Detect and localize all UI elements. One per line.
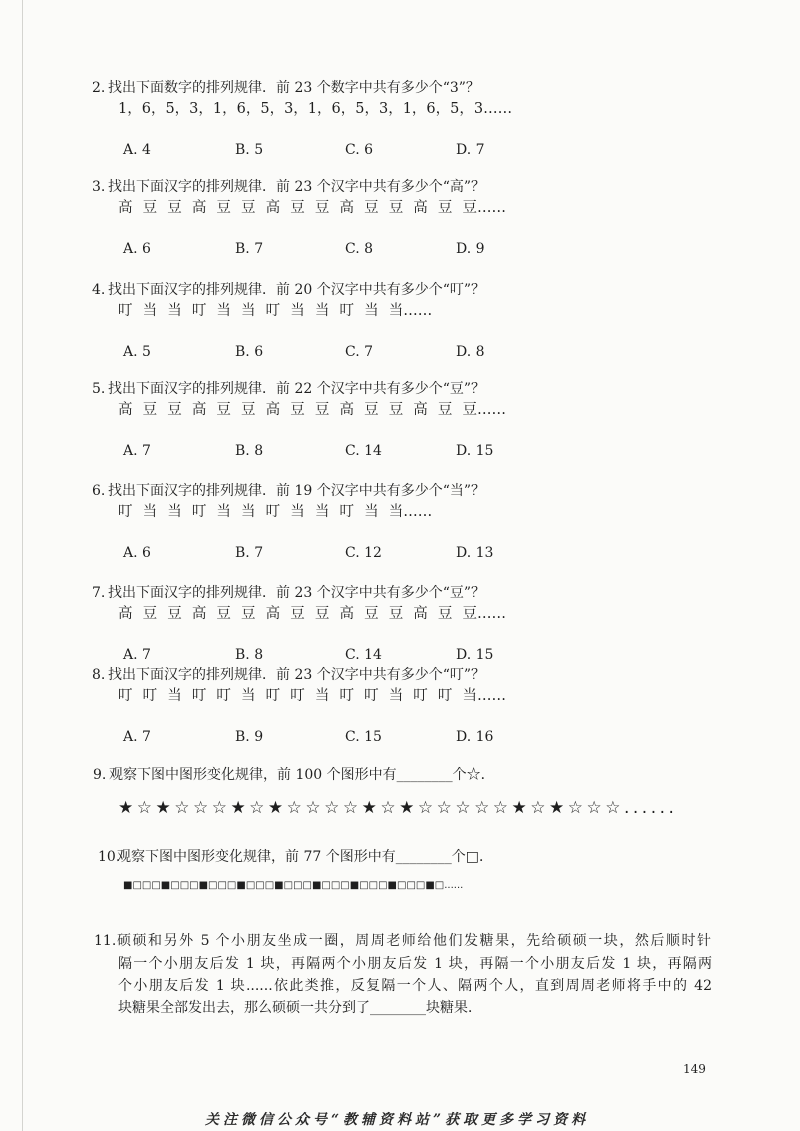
option-b: B. 8 — [235, 647, 264, 663]
question-text: 找出下面数字的排列规律．前 23 个数字中共有多少个“3”？ — [108, 80, 480, 96]
question-2 — [92, 78, 732, 162]
option-d: D. 13 — [456, 545, 494, 561]
pattern-sequence: 1，6，5，3，1，6，5，3，1，6，5，3，1，6，5，3…… — [118, 101, 513, 117]
question-number: 2. — [92, 80, 106, 96]
page-number: 149 — [683, 1062, 706, 1076]
pattern-sequence: 高 豆 豆 高 豆 豆 高 豆 豆 高 豆 豆 高 豆 豆…… — [118, 402, 507, 418]
question-text: 找出下面汉字的排列规律．前 20 个汉字中共有多少个“叮”？ — [108, 282, 486, 298]
option-d: D. 15 — [456, 647, 494, 663]
option-c: C. 12 — [345, 545, 382, 561]
option-c: C. 14 — [345, 443, 382, 459]
question-text: 找出下面汉字的排列规律．前 23 个汉字中共有多少个“高”？ — [108, 179, 486, 195]
option-a: A. 7 — [123, 443, 151, 459]
question-stem — [92, 665, 485, 685]
option-b: B. 7 — [235, 545, 264, 561]
question-text-line: 块糖果全部发出去，那么硕硕一共分到了________块糖果． — [118, 1000, 482, 1016]
question-number: 6. — [92, 483, 106, 499]
question-number: 5. — [92, 381, 106, 397]
option-a: A. 5 — [123, 344, 151, 360]
question-4 — [92, 280, 732, 364]
question-text: 观察下图中图形变化规律，前 100 个图形中有________个☆． — [109, 767, 495, 783]
question-text: 观察下图中图形变化规律，前 77 个图形中有________个□． — [117, 849, 493, 865]
option-d: D. 8 — [456, 344, 485, 360]
pattern-sequence: 叮 当 当 叮 当 当 叮 当 当 叮 当 当…… — [118, 303, 433, 319]
footer-note: 关注微信公众号“教辅资料站”获取更多学习资料 — [205, 1112, 590, 1128]
question-text: 找出下面汉字的排列规律．前 23 个汉字中共有多少个“叮”？ — [108, 667, 486, 683]
question-stem — [92, 177, 485, 197]
option-c: C. 6 — [345, 142, 374, 158]
question-stem — [92, 481, 485, 501]
question-text-line: 硕硕和另外 5 个小朋友坐成一圈，周周老师给他们发糖果，先给硕硕一块，然后顺时针 — [117, 933, 711, 949]
question-number: 3. — [92, 179, 106, 195]
option-c: C. 7 — [345, 344, 374, 360]
option-d: D. 16 — [456, 729, 494, 745]
square-pattern-sequence: ■□□□■□□□■□□□■□□□■□□□■□□□■□□□■□□□■□...... — [123, 880, 464, 891]
question-6 — [92, 481, 732, 565]
option-b: B. 9 — [235, 729, 264, 745]
pattern-sequence: 叮 叮 当 叮 叮 当 叮 叮 当 叮 叮 当 叮 叮 当…… — [118, 688, 507, 704]
option-a: A. 4 — [123, 142, 151, 158]
question-number: 4. — [92, 282, 106, 298]
option-b: B. 6 — [235, 344, 264, 360]
pattern-sequence: 叮 当 当 叮 当 当 叮 当 当 叮 当 当…… — [118, 504, 433, 520]
question-number: 7. — [92, 585, 106, 601]
question-text-line: 隔一个小朋友后发 1 块，再隔两个小朋友后发 1 块，再隔一个小朋友后发 1 块，再隔两 — [118, 956, 712, 972]
option-d: D. 7 — [456, 142, 485, 158]
question-text: 找出下面汉字的排列规律．前 23 个汉字中共有多少个“豆”？ — [108, 585, 486, 601]
option-b: B. 8 — [235, 443, 264, 459]
question-number: 8. — [92, 667, 106, 683]
option-b: B. 5 — [235, 142, 264, 158]
question-stem — [92, 280, 485, 300]
pattern-sequence: 高 豆 豆 高 豆 豆 高 豆 豆 高 豆 豆 高 豆 豆…… — [118, 200, 507, 216]
pattern-sequence: 高 豆 豆 高 豆 豆 高 豆 豆 高 豆 豆 高 豆 豆…… — [118, 606, 507, 622]
question-number: 11. — [94, 933, 117, 949]
option-a: A. 7 — [123, 647, 151, 663]
option-a: A. 6 — [123, 241, 151, 257]
question-text: 找出下面汉字的排列规律．前 19 个汉字中共有多少个“当”？ — [108, 483, 486, 499]
question-stem — [92, 583, 485, 603]
question-stem — [92, 78, 480, 98]
question-5 — [92, 379, 732, 463]
question-number: 9. — [93, 767, 107, 783]
option-c: C. 14 — [345, 647, 382, 663]
question-text: 找出下面汉字的排列规律．前 22 个汉字中共有多少个“豆”？ — [108, 381, 486, 397]
option-a: A. 6 — [123, 545, 151, 561]
question-number: 10. — [98, 849, 121, 865]
question-text-line: 个小朋友后发 1 块......依此类推，反复隔一个人、隔两个人，直到周周老师将手中的 42 — [118, 978, 712, 994]
option-c: C. 15 — [345, 729, 382, 745]
option-c: C. 8 — [345, 241, 374, 257]
option-d: D. 9 — [456, 241, 485, 257]
question-7 — [92, 583, 732, 667]
option-b: B. 7 — [235, 241, 264, 257]
question-3 — [92, 177, 732, 261]
binding-margin-line — [22, 0, 23, 1131]
option-d: D. 15 — [456, 443, 494, 459]
question-stem — [92, 379, 485, 399]
question-8 — [92, 665, 732, 749]
option-a: A. 7 — [123, 729, 151, 745]
star-pattern-sequence: ★☆★☆☆☆★☆★☆☆☆☆★☆★☆☆☆☆☆★☆★☆☆☆...... — [118, 798, 678, 818]
